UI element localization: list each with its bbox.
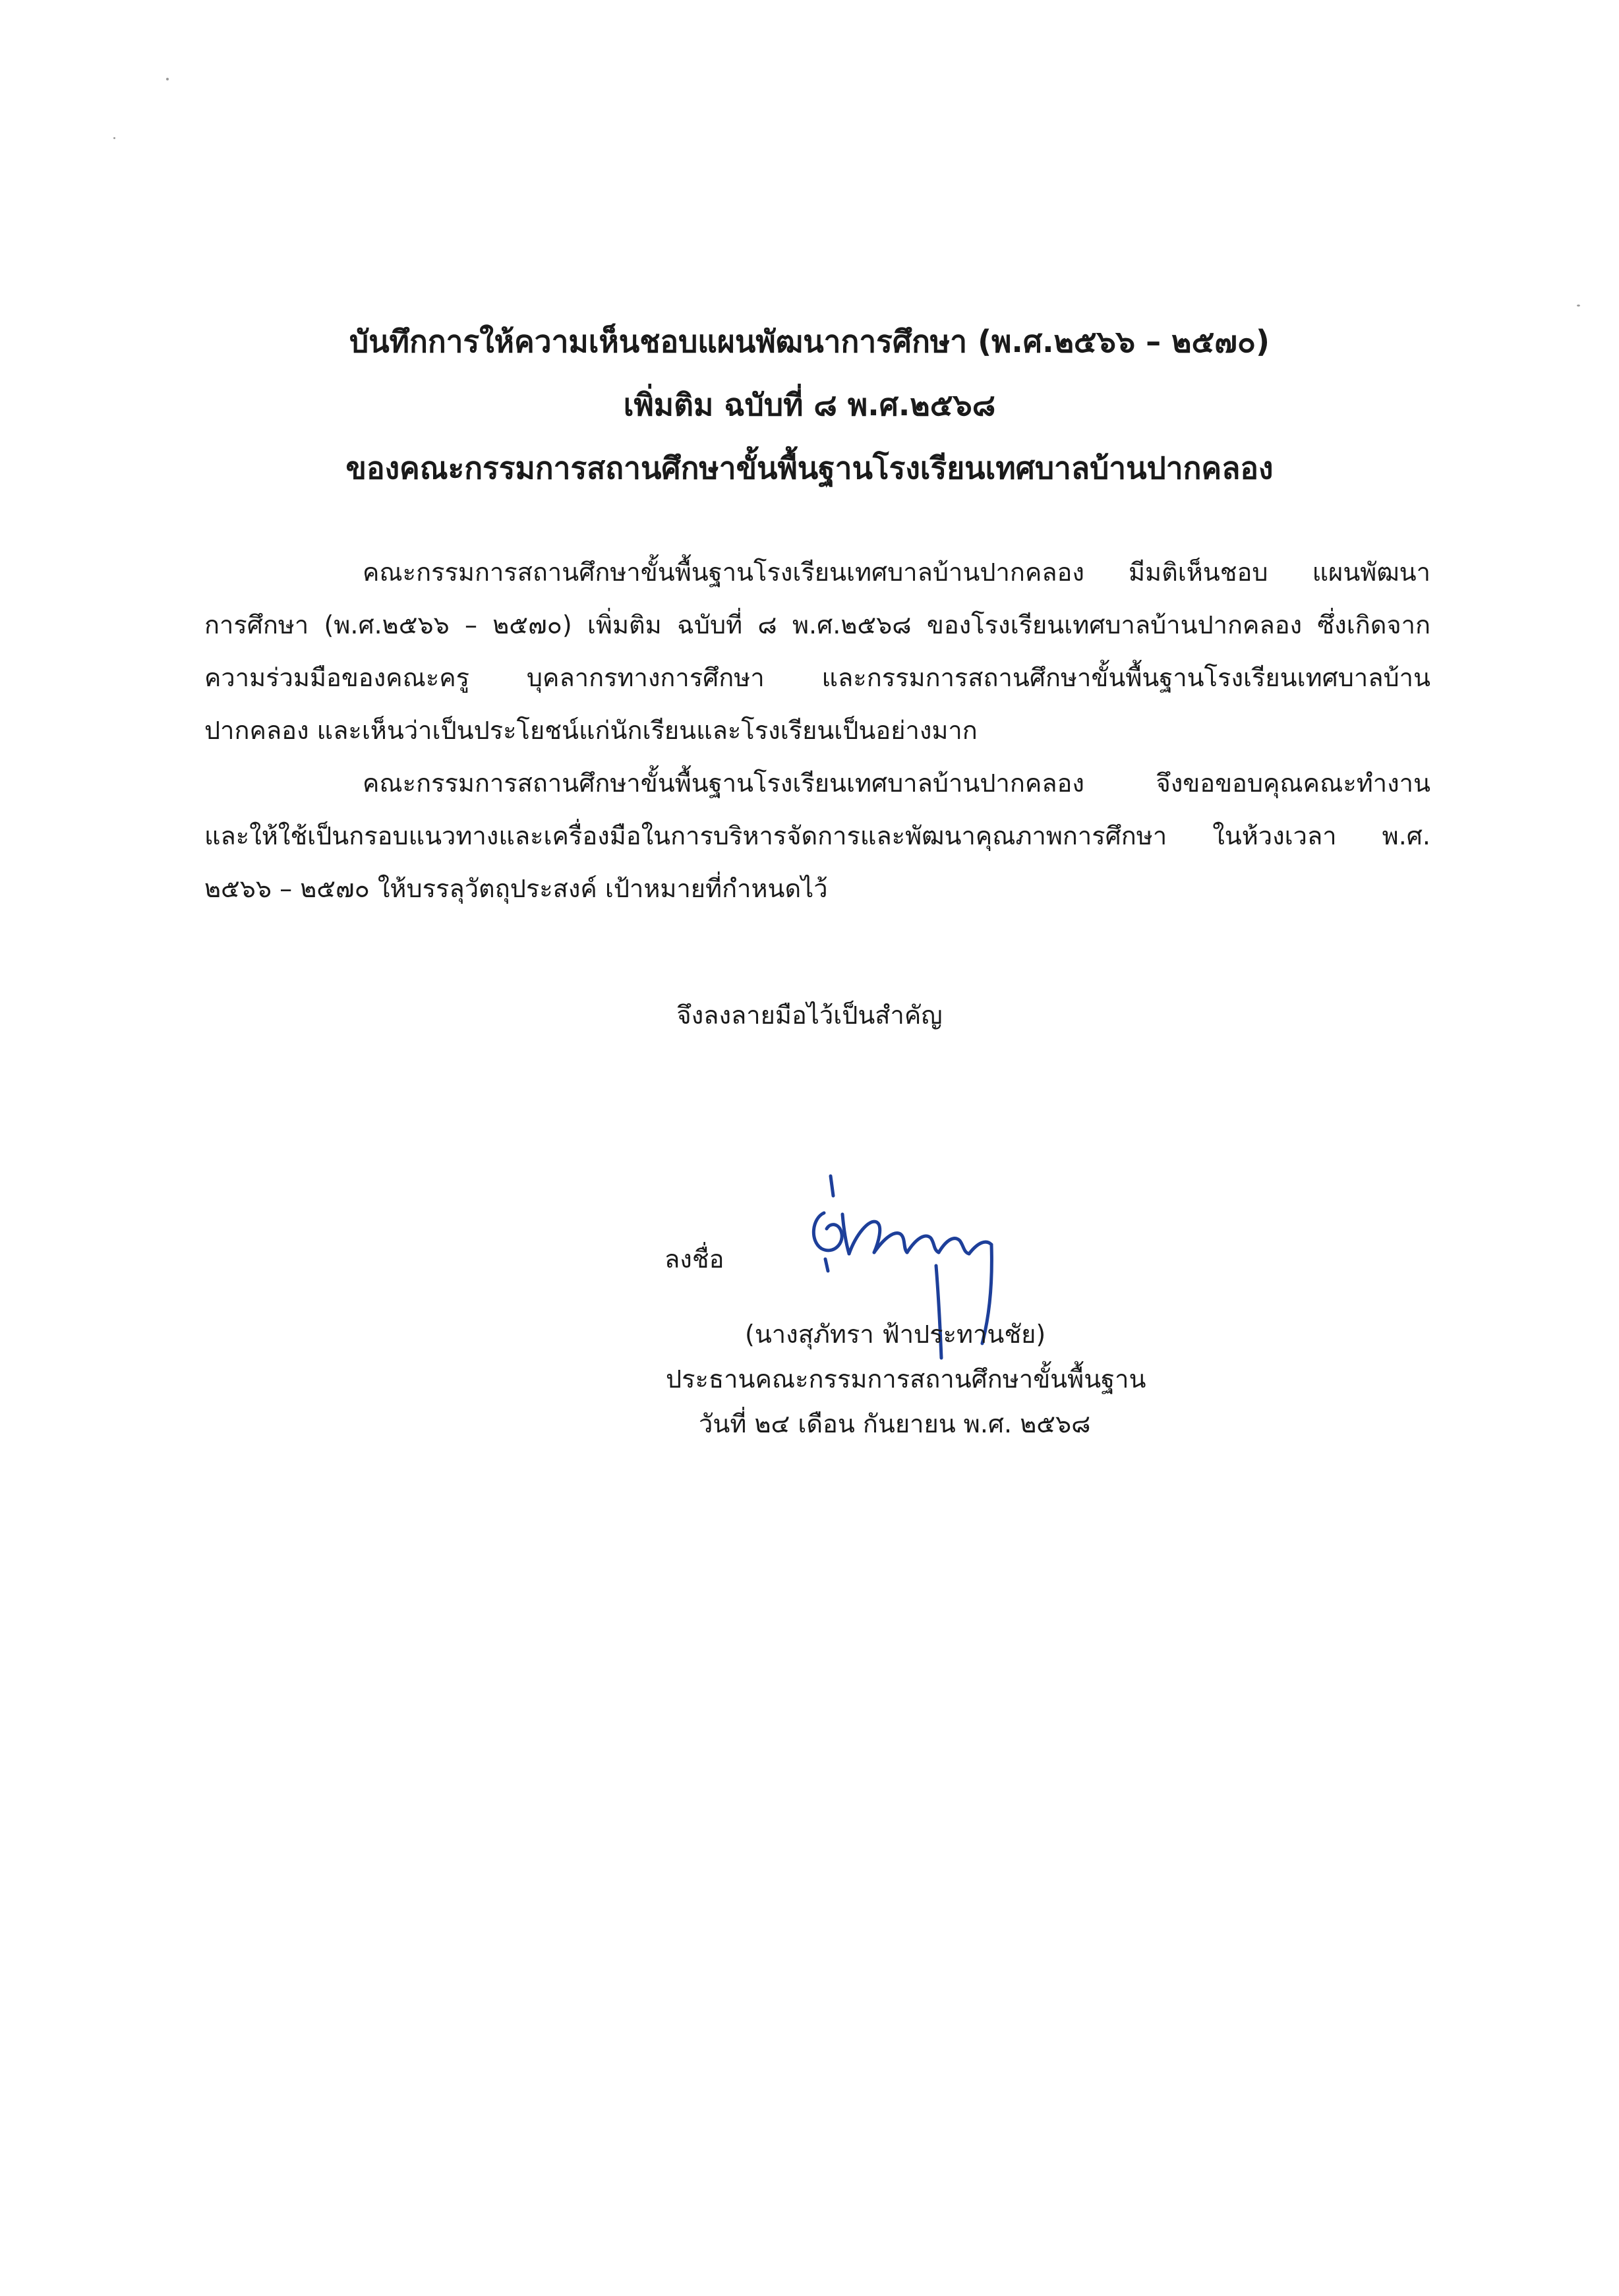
scan-speck [166,78,169,80]
signature-block [666,1312,1167,1446]
para1-line-2: การศึกษา (พ.ศ.๒๕๖๖ – ๒๕๗๐) เพิ่มติม ฉบับที่ ๘ พ.ศ.๒๕๖๘ ของโรงเรียนเทศบาลบ้านปากคลอง ซึ่งเกิดจาก [204,610,1430,639]
signer-name: (นางสุภัทรา ฟ้าประทานชัย) [745,1320,1046,1349]
para2-line-1: คณะกรรมการสถานศึกษาขั้นพื้นฐานโรงเรียนเทศบาลบ้านปากคลอง จึงขอขอบคุณคณะทำงาน [363,769,1430,798]
scan-speck [1577,305,1580,307]
scan-speck [113,137,115,139]
para1-line-1: คณะกรรมการสถานศึกษาขั้นพื้นฐานโรงเรียนเทศบาลบ้านปากคลอง มีมติเห็นชอบ แผนพัฒนา [363,558,1430,587]
para1-line-3: ความร่วมมือของคณะครู บุคลากรทางการศึกษา และกรรมการสถานศึกษาขั้นพื้นฐานโรงเรียนเทศบาลบ้าน [204,663,1430,692]
document-body [204,546,1430,915]
para1-line-4: ปากคลอง และเห็นว่าเป็นประโยชน์แก่นักเรียนและโรงเรียนเป็นอย่างมาก [204,716,978,745]
title-line-2: เพิ่มติม ฉบับที่ ๘ พ.ศ.๒๕๖๘ [623,387,996,423]
document-title [0,310,1619,500]
para2-line-3: ๒๕๖๖ – ๒๕๗๐ ให้บรรลุวัตถุประสงค์ เป้าหมายที่กำหนดไว้ [204,874,828,903]
signed-date: วันที่ ๒๔ เดือน กันยายน พ.ศ. ๒๕๖๘ [699,1409,1091,1438]
sign-label: ลงชื่อ [664,1245,724,1274]
para2-line-2: และให้ใช้เป็นกรอบแนวทางและเครื่องมือในการบริหารจัดการและพัฒนาคุณภาพการศึกษา ในห้วงเวลา พ.ศ. [204,821,1430,850]
title-line-1: บันทึกการให้ความเห็นชอบแผนพัฒนาการศึกษา (พ.ศ.๒๕๖๖ – ๒๕๗๐) [349,324,1270,359]
closing-statement: จึงลงลายมือไว้เป็นสำคัญ [676,1001,943,1030]
signer-position: ประธานคณะกรรมการสถานศึกษาขั้นพื้นฐาน [666,1365,1146,1394]
title-line-3: ของคณะกรรมการสถานศึกษาขั้นพื้นฐานโรงเรียนเทศบาลบ้านปากคลอง [345,450,1274,486]
